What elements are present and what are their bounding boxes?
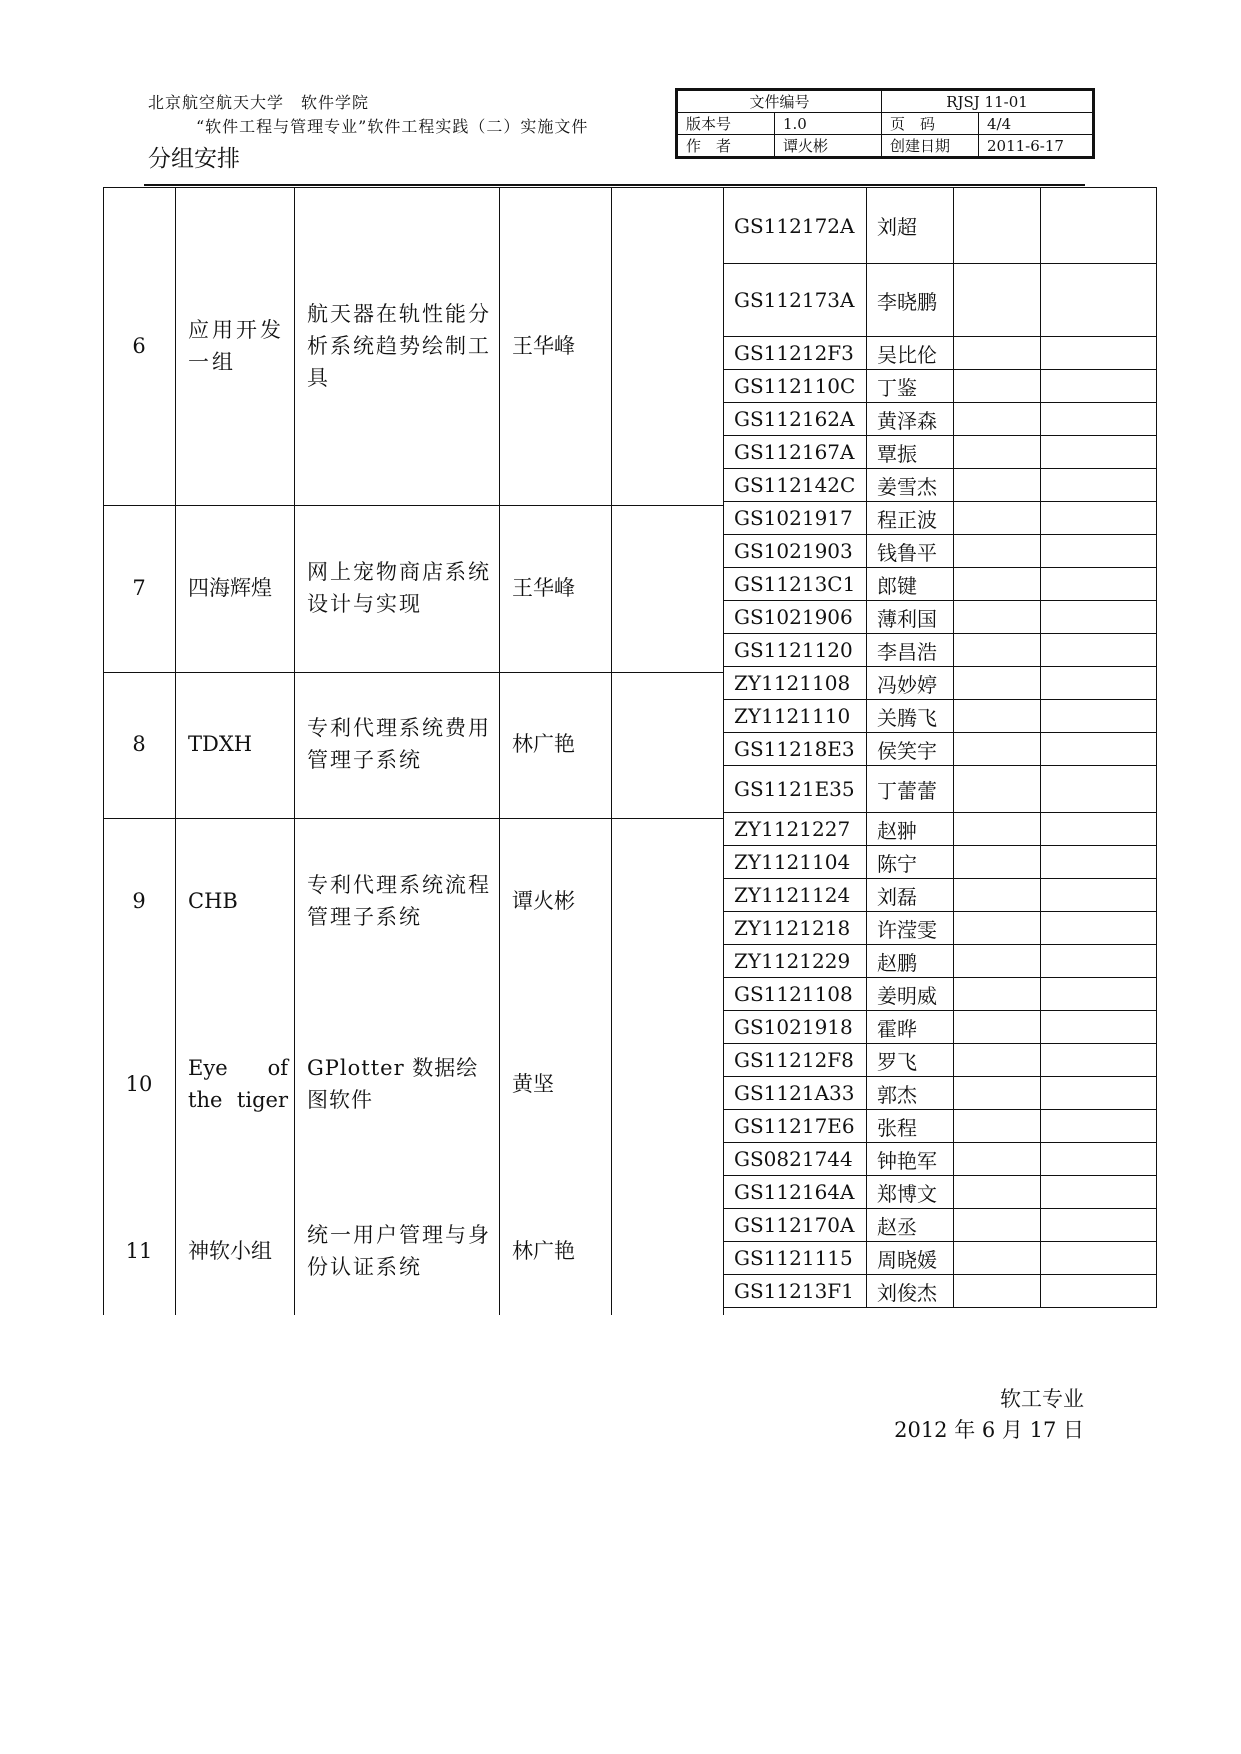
blank-cell (954, 601, 1041, 634)
group-teacher: 林广艳 (512, 1239, 575, 1263)
student-name: 许滢雯 (867, 912, 954, 945)
student-id: GS11212F3 (724, 337, 867, 370)
table-row (724, 403, 1157, 436)
group-topic: 专利代理系统流程管理子系统 (307, 873, 491, 929)
col-border (175, 187, 176, 1315)
student-name: 赵翀 (867, 813, 954, 846)
student-id: ZY1121227 (724, 813, 867, 846)
group-number: 10 (125, 1072, 153, 1096)
blank-cell (954, 1011, 1041, 1044)
blank-cell (954, 1275, 1041, 1308)
blank-cell (1041, 436, 1157, 469)
date-label: 创建日期 (882, 135, 979, 158)
student-id: GS1021918 (724, 1011, 867, 1044)
table-row (724, 667, 1157, 700)
student-name: 黄泽森 (867, 403, 954, 436)
group-name: 神软小组 (188, 1239, 272, 1263)
blank-cell (1041, 568, 1157, 601)
group-name: 四海辉煌 (188, 576, 272, 600)
student-name: 霍晔 (867, 1011, 954, 1044)
blank-cell (954, 1044, 1041, 1077)
table-row (724, 1143, 1157, 1176)
blank-cell (954, 436, 1041, 469)
version-label: 版本号 (677, 113, 775, 135)
group-name: CHB (188, 889, 238, 913)
table-row (724, 337, 1157, 370)
student-id: ZY1121229 (724, 945, 867, 978)
col-border (611, 187, 612, 1315)
blank-cell (954, 370, 1041, 403)
blank-cell (954, 568, 1041, 601)
blank-cell (954, 667, 1041, 700)
col-border (294, 187, 295, 1315)
blank-cell (954, 846, 1041, 879)
blank-cell (1041, 337, 1157, 370)
student-name: 赵鹏 (867, 945, 954, 978)
student-id: GS112142C (724, 469, 867, 502)
student-name: 刘超 (867, 188, 954, 264)
group-number: 7 (132, 576, 146, 600)
table-row (724, 264, 1157, 337)
table-row (724, 1275, 1157, 1308)
blank-cell (1041, 502, 1157, 535)
table-row (724, 601, 1157, 634)
row-border (103, 187, 723, 188)
student-id: GS11213C1 (724, 568, 867, 601)
student-id: ZY1121110 (724, 700, 867, 733)
footer-date: 2012 年 6 月 17 日 (894, 1418, 1084, 1442)
blank-cell (1041, 1275, 1157, 1308)
table-row (724, 945, 1157, 978)
blank-cell (954, 1110, 1041, 1143)
group-teacher: 谭火彬 (512, 889, 575, 913)
blank-cell (1041, 1077, 1157, 1110)
student-name: 程正波 (867, 502, 954, 535)
header-separator (144, 184, 1085, 186)
blank-cell (954, 978, 1041, 1011)
footer-department: 软工专业 (1000, 1387, 1084, 1411)
blank-cell (954, 945, 1041, 978)
row-border (103, 505, 723, 506)
group-topic: 网上宠物商店系统设计与实现 (307, 560, 491, 616)
student-name: 侯笑宇 (867, 733, 954, 766)
student-id: GS1121108 (724, 978, 867, 1011)
student-name: 刘俊杰 (867, 1275, 954, 1308)
group-teacher: 王华峰 (512, 576, 575, 600)
student-id: GS0821744 (724, 1143, 867, 1176)
blank-cell (1041, 978, 1157, 1011)
document-meta-table (675, 88, 1095, 159)
table-row (724, 370, 1157, 403)
blank-cell (954, 1209, 1041, 1242)
student-name: 陈宁 (867, 846, 954, 879)
table-row (724, 879, 1157, 912)
student-name: 姜雪杰 (867, 469, 954, 502)
blank-cell (954, 469, 1041, 502)
page-value: 4/4 (979, 113, 1094, 135)
blank-cell (1041, 1110, 1157, 1143)
blank-cell (1041, 1242, 1157, 1275)
author-value: 谭火彬 (775, 135, 882, 158)
table-row (724, 502, 1157, 535)
blank-cell (954, 766, 1041, 813)
blank-cell (1041, 188, 1157, 264)
group-name: 应用开发一组 (188, 318, 284, 374)
student-id: GS1021903 (724, 535, 867, 568)
doc-no-value: RJSJ 11-01 (882, 90, 1094, 113)
blank-cell (954, 733, 1041, 766)
table-row (724, 766, 1157, 813)
student-id: GS11218E3 (724, 733, 867, 766)
blank-cell (954, 700, 1041, 733)
table-row (724, 1176, 1157, 1209)
blank-cell (954, 188, 1041, 264)
group-topic: 统一用户管理与身份认证系统 (307, 1223, 491, 1279)
group-name: Eye of the tiger (188, 1056, 288, 1112)
student-id: GS1121E35 (724, 766, 867, 813)
student-name: 姜明威 (867, 978, 954, 1011)
student-name: 冯妙婷 (867, 667, 954, 700)
student-id: GS11217E6 (724, 1110, 867, 1143)
student-name: 郑博文 (867, 1176, 954, 1209)
blank-cell (1041, 1011, 1157, 1044)
group-number: 6 (132, 334, 146, 358)
blank-cell (1041, 1143, 1157, 1176)
student-id: GS1121A33 (724, 1077, 867, 1110)
student-name: 李晓鹏 (867, 264, 954, 337)
student-id: GS112167A (724, 436, 867, 469)
table-row (724, 978, 1157, 1011)
table-row (724, 469, 1157, 502)
student-name: 郭杰 (867, 1077, 954, 1110)
blank-cell (954, 264, 1041, 337)
student-name: 吴比伦 (867, 337, 954, 370)
group-teacher: 林广艳 (512, 732, 575, 756)
student-id: ZY1121108 (724, 667, 867, 700)
student-name: 赵丞 (867, 1209, 954, 1242)
student-id: GS112110C (724, 370, 867, 403)
row-border (103, 818, 723, 819)
student-id: GS1121120 (724, 634, 867, 667)
blank-cell (954, 1077, 1041, 1110)
student-id: GS1121115 (724, 1242, 867, 1275)
blank-cell (1041, 846, 1157, 879)
student-id: ZY1121104 (724, 846, 867, 879)
blank-cell (1041, 813, 1157, 846)
table-row (724, 1209, 1157, 1242)
blank-cell (1041, 601, 1157, 634)
group-teacher: 黄坚 (512, 1072, 554, 1096)
student-name: 钟艳军 (867, 1143, 954, 1176)
table-row (724, 535, 1157, 568)
blank-cell (1041, 912, 1157, 945)
student-id: GS112170A (724, 1209, 867, 1242)
group-topic: 专利代理系统费用管理子系统 (307, 716, 491, 772)
member-table (723, 187, 1157, 1308)
blank-cell (1041, 1209, 1157, 1242)
blank-cell (1041, 535, 1157, 568)
table-row (724, 1044, 1157, 1077)
student-id: GS112164A (724, 1176, 867, 1209)
student-name: 刘磊 (867, 879, 954, 912)
blank-cell (954, 879, 1041, 912)
group-topic: GPlotter 数据绘图软件 (307, 1056, 479, 1112)
group-number: 11 (125, 1239, 153, 1263)
table-row (724, 733, 1157, 766)
blank-cell (1041, 634, 1157, 667)
student-name: 薄利国 (867, 601, 954, 634)
blank-cell (954, 502, 1041, 535)
student-name: 钱鲁平 (867, 535, 954, 568)
student-name: 周晓媛 (867, 1242, 954, 1275)
blank-cell (954, 813, 1041, 846)
table-row (724, 1242, 1157, 1275)
student-name: 丁蕾蕾 (867, 766, 954, 813)
row-border (103, 672, 723, 673)
blank-cell (954, 1143, 1041, 1176)
student-id: ZY1121124 (724, 879, 867, 912)
blank-cell (1041, 264, 1157, 337)
blank-cell (1041, 667, 1157, 700)
table-row (724, 568, 1157, 601)
blank-cell (1041, 403, 1157, 436)
student-name: 郎键 (867, 568, 954, 601)
blank-cell (1041, 1044, 1157, 1077)
blank-cell (954, 1176, 1041, 1209)
blank-cell (1041, 879, 1157, 912)
blank-cell (1041, 945, 1157, 978)
student-id: GS112162A (724, 403, 867, 436)
doc-no-label: 文件编号 (677, 90, 882, 113)
student-id: GS11212F8 (724, 1044, 867, 1077)
student-id: GS112173A (724, 264, 867, 337)
blank-cell (954, 403, 1041, 436)
date-value: 2011-6-17 (979, 135, 1094, 158)
blank-cell (1041, 1176, 1157, 1209)
table-row (724, 700, 1157, 733)
student-id: GS1021917 (724, 502, 867, 535)
student-name: 关腾飞 (867, 700, 954, 733)
student-name: 张程 (867, 1110, 954, 1143)
table-row (724, 436, 1157, 469)
blank-cell (954, 535, 1041, 568)
document-name: “软件工程与管理专业”软件工程实践（二）实施文件 (196, 117, 589, 136)
student-name: 罗飞 (867, 1044, 954, 1077)
group-number: 9 (132, 889, 146, 913)
table-row (724, 1011, 1157, 1044)
student-name: 丁鉴 (867, 370, 954, 403)
blank-cell (1041, 700, 1157, 733)
blank-cell (954, 912, 1041, 945)
table-row (724, 912, 1157, 945)
version-value: 1.0 (775, 113, 882, 135)
blank-cell (1041, 370, 1157, 403)
blank-cell (1041, 469, 1157, 502)
group-name: TDXH (188, 732, 253, 756)
section-title: 分组安排 (148, 146, 240, 172)
table-row (724, 1077, 1157, 1110)
org-name: 北京航空航天大学 软件学院 (148, 93, 370, 112)
table-row (724, 813, 1157, 846)
page-label: 页 码 (882, 113, 979, 135)
table-row (724, 1110, 1157, 1143)
blank-cell (954, 337, 1041, 370)
blank-cell (954, 1242, 1041, 1275)
blank-cell (1041, 733, 1157, 766)
student-id: GS112172A (724, 188, 867, 264)
group-number: 8 (132, 732, 146, 756)
col-border (499, 187, 500, 1315)
student-id: ZY1121218 (724, 912, 867, 945)
student-id: GS1021906 (724, 601, 867, 634)
table-row (724, 634, 1157, 667)
group-topic: 航天器在轨性能分析系统趋势绘制工具 (307, 302, 491, 390)
student-id: GS11213F1 (724, 1275, 867, 1308)
group-teacher: 王华峰 (512, 334, 575, 358)
table-row (724, 188, 1157, 264)
table-row (724, 846, 1157, 879)
student-name: 覃振 (867, 436, 954, 469)
author-label: 作 者 (677, 135, 775, 158)
blank-cell (1041, 766, 1157, 813)
student-name: 李昌浩 (867, 634, 954, 667)
blank-cell (954, 634, 1041, 667)
